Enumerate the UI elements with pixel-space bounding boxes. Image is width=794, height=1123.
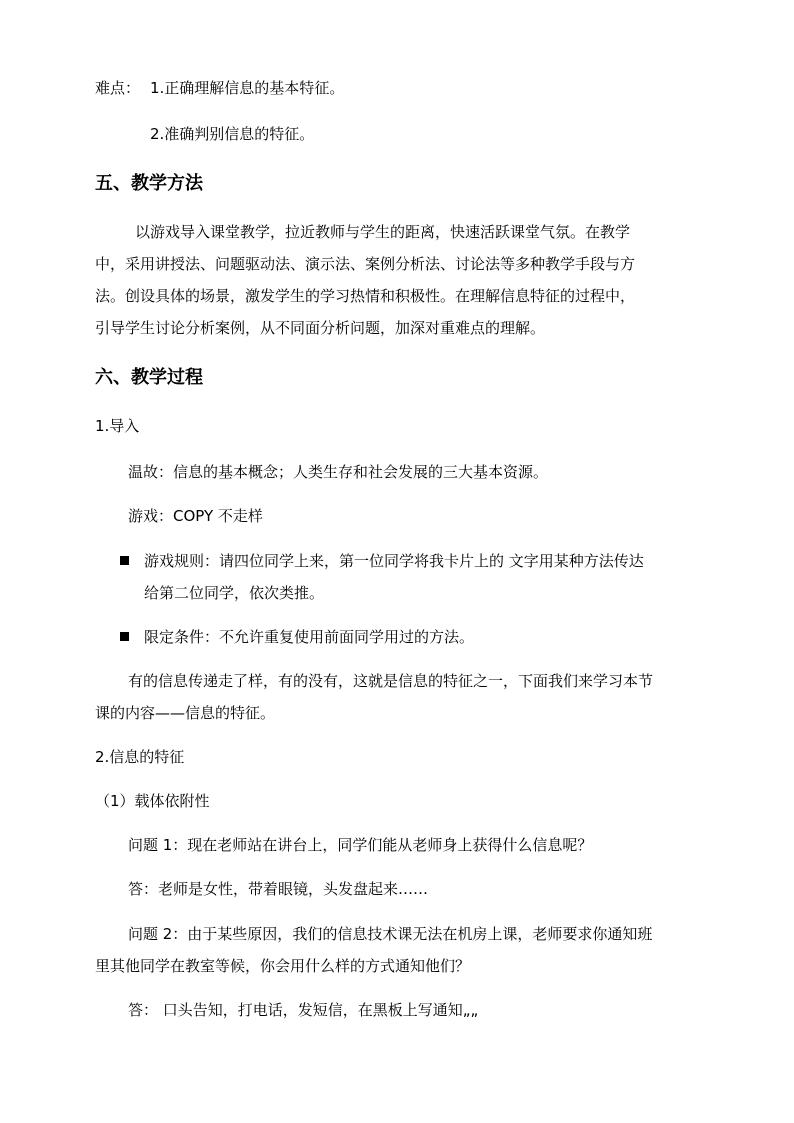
intro-summary-line: 课的内容——信息的特征。 <box>95 704 276 722</box>
methods-paragraph-line: 法。创设具体的场景，激发学生的学习热情和积极性。在理解信息特征的过程中， <box>95 287 636 305</box>
question-2-line: 里其他同学在教室等候，你会用什么样的方式通知他们？ <box>95 957 471 975</box>
difficulty-item-1: 1.正确理解信息的基本特征。 <box>150 79 345 97</box>
question-1: 问题 1：现在老师站在讲台上，同学们能从老师身上获得什么信息呢？ <box>128 836 593 854</box>
methods-paragraph-line: 以游戏导入课堂教学，拉近教师与学生的距离，快速活跃课堂气氛。在教学 <box>135 223 631 241</box>
bullet-text-line: 限定条件：不允许重复使用前面同学用过的方法。 <box>144 628 475 646</box>
methods-paragraph-line: 引导学生讨论分析案例，从不同面分析问题，加深对重难点的理解。 <box>95 319 546 337</box>
bullet-square-icon <box>120 556 129 565</box>
section-heading-teaching-methods: 五、教学方法 <box>95 173 203 194</box>
difficulty-label: 难点： <box>95 79 141 97</box>
intro-game: 游戏：COPY 不走样 <box>128 507 263 525</box>
answer-2: 答： 口头告知，打电话，发短信，在黑板上写通知„„ <box>128 1001 479 1019</box>
bullet-text-line: 给第二位同学，依次类推。 <box>144 584 325 602</box>
bullet-square-icon <box>120 632 129 641</box>
section-heading-teaching-process: 六、教学过程 <box>95 367 203 388</box>
intro-summary-line: 有的信息传递走了样，有的没有，这就是信息的特征之一，下面我们来学习本节 <box>128 672 654 690</box>
question-2-line: 问题 2：由于某些原因，我们的信息技术课无法在机房上课，老师要求你通知班 <box>128 925 653 943</box>
answer-1: 答：老师是女性，带着眼镜，头发盘起来…… <box>128 880 429 898</box>
difficulty-item-2: 2.准确判别信息的特征。 <box>150 125 315 143</box>
features-sub-heading: （1）载体依附性 <box>95 792 210 810</box>
difficulty-line-1 <box>95 78 344 98</box>
features-heading: 2.信息的特征 <box>95 748 185 766</box>
intro-review: 温故：信息的基本概念；人类生存和社会发展的三大基本资源。 <box>128 463 549 481</box>
bullet-text-line: 游戏规则：请四位同学上来，第一位同学将我卡片上的 文字用某种方法传达 <box>144 552 644 570</box>
intro-heading: 1.导入 <box>95 417 140 435</box>
methods-paragraph-line: 中，采用讲授法、问题驱动法、演示法、案例分析法、讨论法等多种教学手段与方 <box>95 255 636 273</box>
